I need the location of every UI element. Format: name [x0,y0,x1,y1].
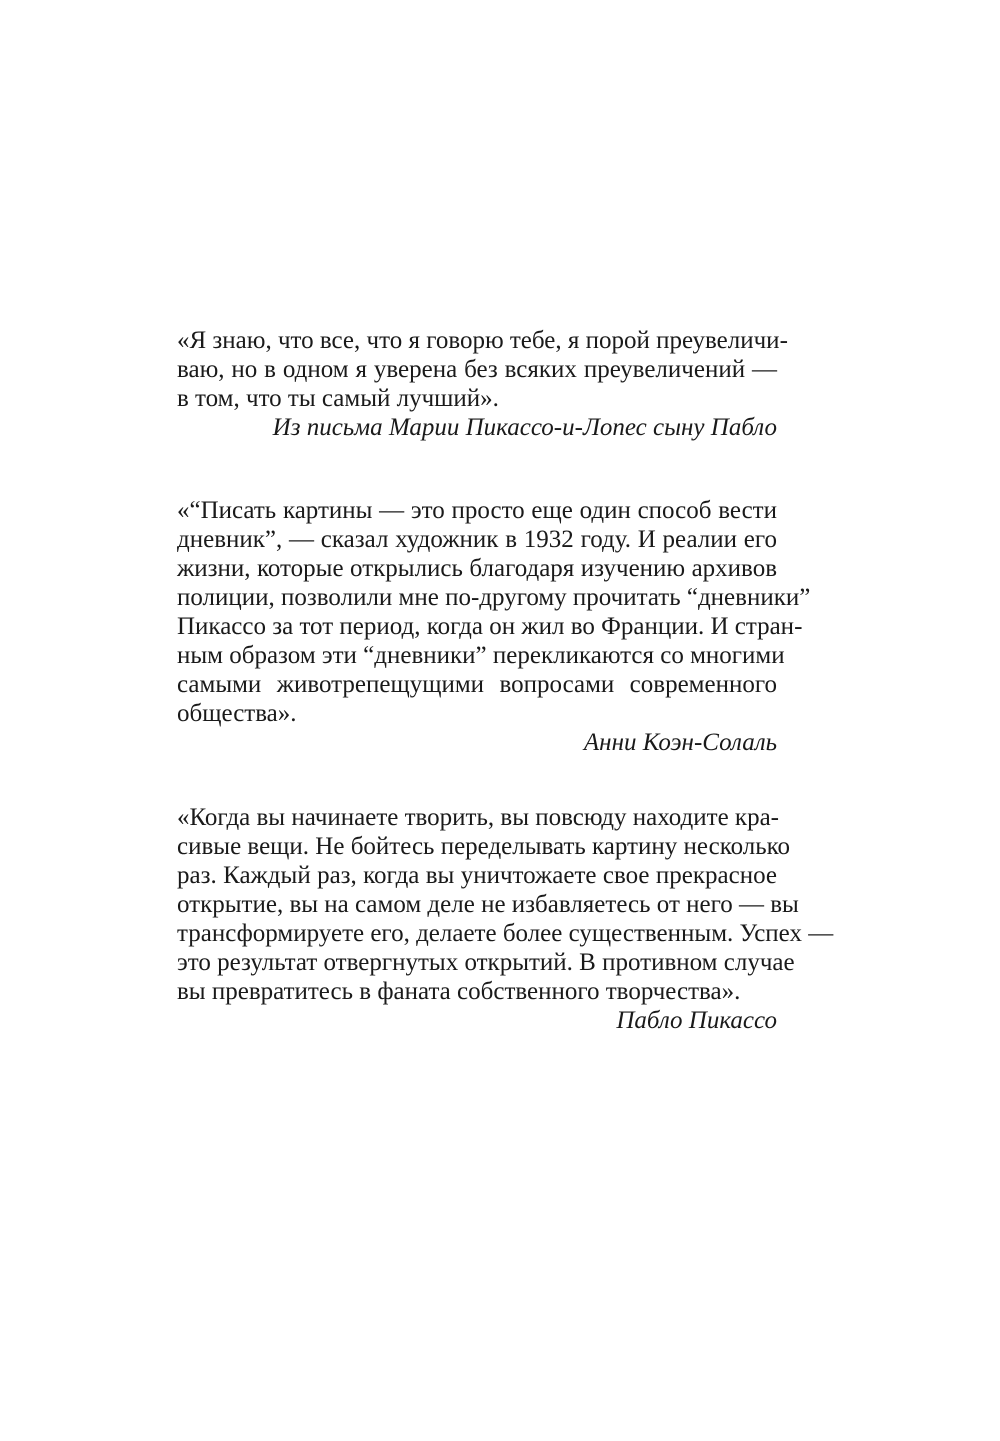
quote-line: «“Писать картины — это просто еще один способ вести [177,497,777,524]
quote-line: это результат отвергнутых открытий. В противном случае [177,949,795,976]
quote-line: в том, что ты самый лучший». [177,385,499,412]
quote-line: Пикассо за тот период, когда он жил во Франции. И стран- [177,613,803,640]
quote-line: сивые вещи. Не бойтесь переделывать картину несколько [177,833,790,860]
quote-line: трансформируете его, делаете более существенным. Успех — [177,920,834,947]
quote-line: самыми животрепещущими вопросами современного [177,671,777,698]
quote-line: ным образом эти “дневники” перекликаются со многими [177,642,785,669]
quote-line: жизни, которые открылись благодаря изучению архивов [177,555,777,582]
quote-line: ваю, но в одном я уверена без всяких преувеличений — [177,356,777,383]
quote-line: полиции, позволили мне по-другому прочитать “дневники” [177,584,811,611]
quote-line: открытие, вы на самом деле не избавляетесь от него — вы [177,891,799,918]
attribution: Из письма Марии Пикассо-и-Лопес сыну Пабло [272,414,777,441]
attribution: Пабло Пикассо [616,1007,777,1034]
quote-line: вы превратитесь в фаната собственного творчества». [177,978,741,1005]
attribution: Анни Коэн-Солаль [583,729,777,756]
epigraph-cohen-solal [177,496,811,757]
quote-line: «Когда вы начинаете творить, вы повсюду находите кра- [177,804,779,831]
quote-line: раз. Каждый раз, когда вы уничтожаете свое прекрасное [177,862,777,889]
quote-line: дневник”, — сказал художник в 1932 году. И реалии его [177,526,777,553]
quote-line: общества». [177,700,297,727]
quote-line: «Я знаю, что все, что я говорю тебе, я порой преувеличи- [177,327,788,354]
epigraph-picasso [177,803,834,1035]
epigraph-maria [177,326,788,442]
